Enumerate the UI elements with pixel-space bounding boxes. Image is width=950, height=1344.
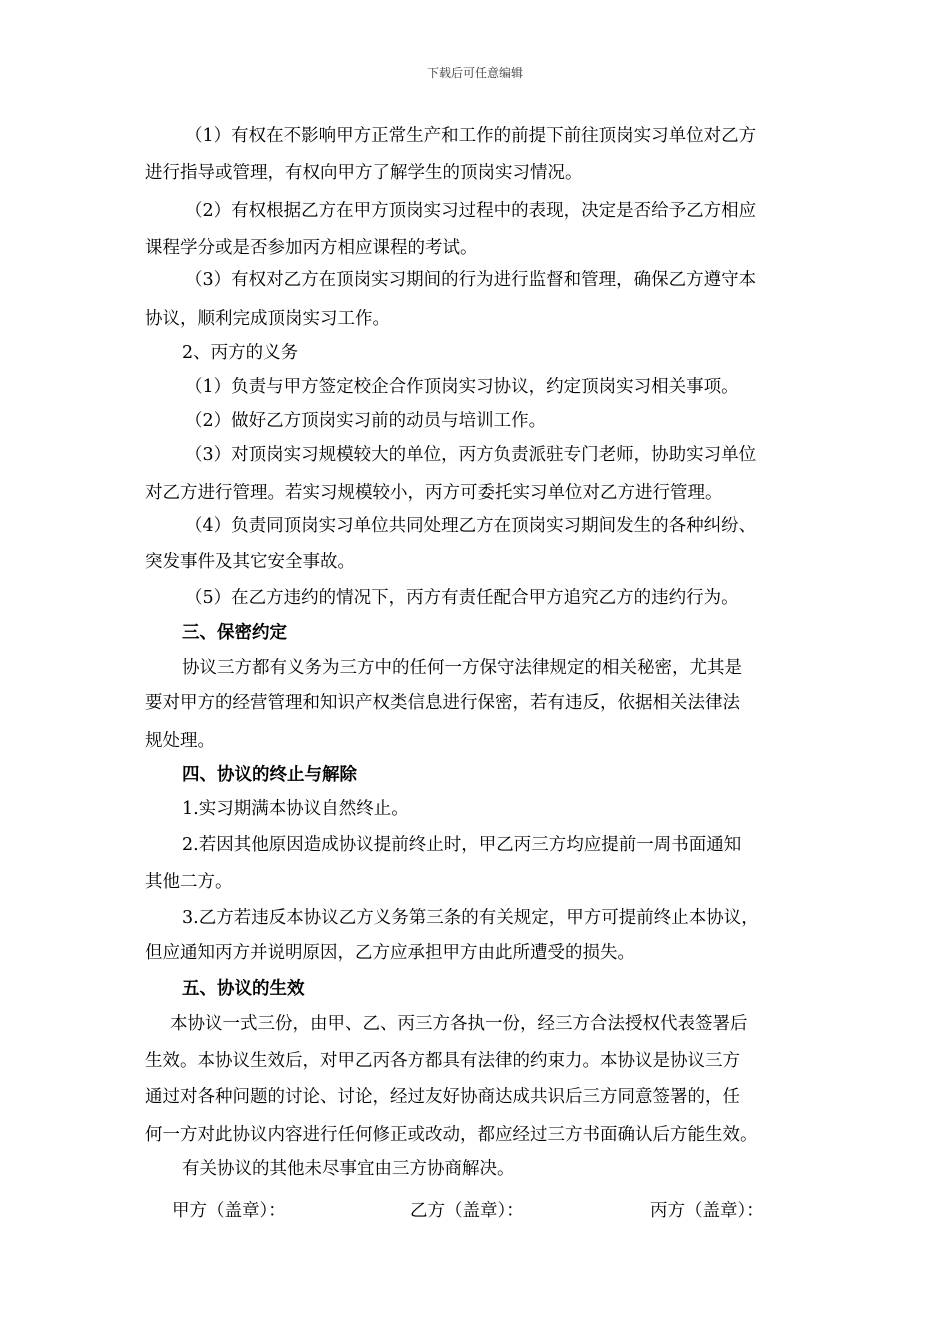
body-line: （1）负责与甲方签定校企合作顶岗实习协议，约定顶岗实习相关事项。 <box>185 377 739 397</box>
signature-party-a: 甲方（盖章）： <box>172 1201 286 1221</box>
section-heading: 五、协议的生效 <box>182 979 305 999</box>
body-line: 本协议一式三份，由甲、乙、丙三方各执一份，经三方合法授权代表签署后 <box>170 1014 748 1034</box>
body-line: 课程学分或是否参加丙方相应课程的考试。 <box>145 238 478 258</box>
body-line: （1）有权在不影响甲方正常生产和工作的前提下前往顶岗实习单位对乙方 <box>185 126 757 146</box>
body-line: 进行指导或管理，有权向甲方了解学生的顶岗实习情况。 <box>145 163 583 183</box>
section-heading: 四、协议的终止与解除 <box>182 765 357 785</box>
body-line: 2.若因其他原因造成协议提前终止时，甲乙丙三方均应提前一周书面通知 <box>182 835 742 855</box>
body-line: 生效。本协议生效后，对甲乙丙各方都具有法律的约束力。本协议是协议三方 <box>145 1051 740 1071</box>
body-line: （2）有权根据乙方在甲方顶岗实习过程中的表现，决定是否给予乙方相应 <box>185 201 757 221</box>
body-line: 对乙方进行管理。若实习规模较小，丙方可委托实习单位对乙方进行管理。 <box>145 483 723 503</box>
section-heading: 三、保密约定 <box>182 623 287 643</box>
body-line: 协议三方都有义务为三方中的任何一方保守法律规定的相关秘密，尤其是 <box>182 658 742 678</box>
body-line: 但应通知丙方并说明原因，乙方应承担甲方由此所遭受的损失。 <box>145 943 635 963</box>
page-header: 下载后可任意编辑 <box>426 66 523 80</box>
body-line: （3）对顶岗实习规模较大的单位，丙方负责派驻专门老师，协助实习单位 <box>185 445 757 465</box>
body-line: （3）有权对乙方在顶岗实习期间的行为进行监督和管理，确保乙方遵守本 <box>185 270 757 290</box>
section-subheading: 2、丙方的义务 <box>182 343 299 363</box>
body-line: 通过对各种问题的讨论、讨论，经过友好协商达成共识后三方同意签署的，任 <box>145 1087 740 1107</box>
body-line: （2）做好乙方顶岗实习前的动员与培训工作。 <box>185 411 547 431</box>
body-line: 要对甲方的经营管理和知识产权类信息进行保密，若有违反，依据相关法律法 <box>145 693 740 713</box>
signature-party-b: 乙方（盖章）： <box>410 1201 524 1221</box>
body-line: 3.乙方若违反本协议乙方义务第三条的有关规定，甲方可提前终止本协议， <box>182 908 759 928</box>
body-line: 规处理。 <box>145 731 215 751</box>
body-line: （4）负责同顶岗实习单位共同处理乙方在顶岗实习期间发生的各种纠纷、 <box>185 516 757 536</box>
body-line: 1.实习期满本协议自然终止。 <box>182 799 409 819</box>
body-line: 有关协议的其他未尽事宜由三方协商解决。 <box>182 1159 515 1179</box>
signature-party-c: 丙方（盖章）： <box>650 1201 764 1221</box>
body-line: 何一方对此协议内容进行任何修正或改动，都应经过三方书面确认后方能生效。 <box>145 1125 758 1145</box>
body-line: 协议，顺利完成顶岗实习工作。 <box>145 309 390 329</box>
body-line: （5）在乙方违约的情况下，丙方有责任配合甲方追究乙方的违约行为。 <box>185 588 739 608</box>
body-line: 其他二方。 <box>145 872 233 892</box>
body-line: 突发事件及其它安全事故。 <box>145 552 355 572</box>
